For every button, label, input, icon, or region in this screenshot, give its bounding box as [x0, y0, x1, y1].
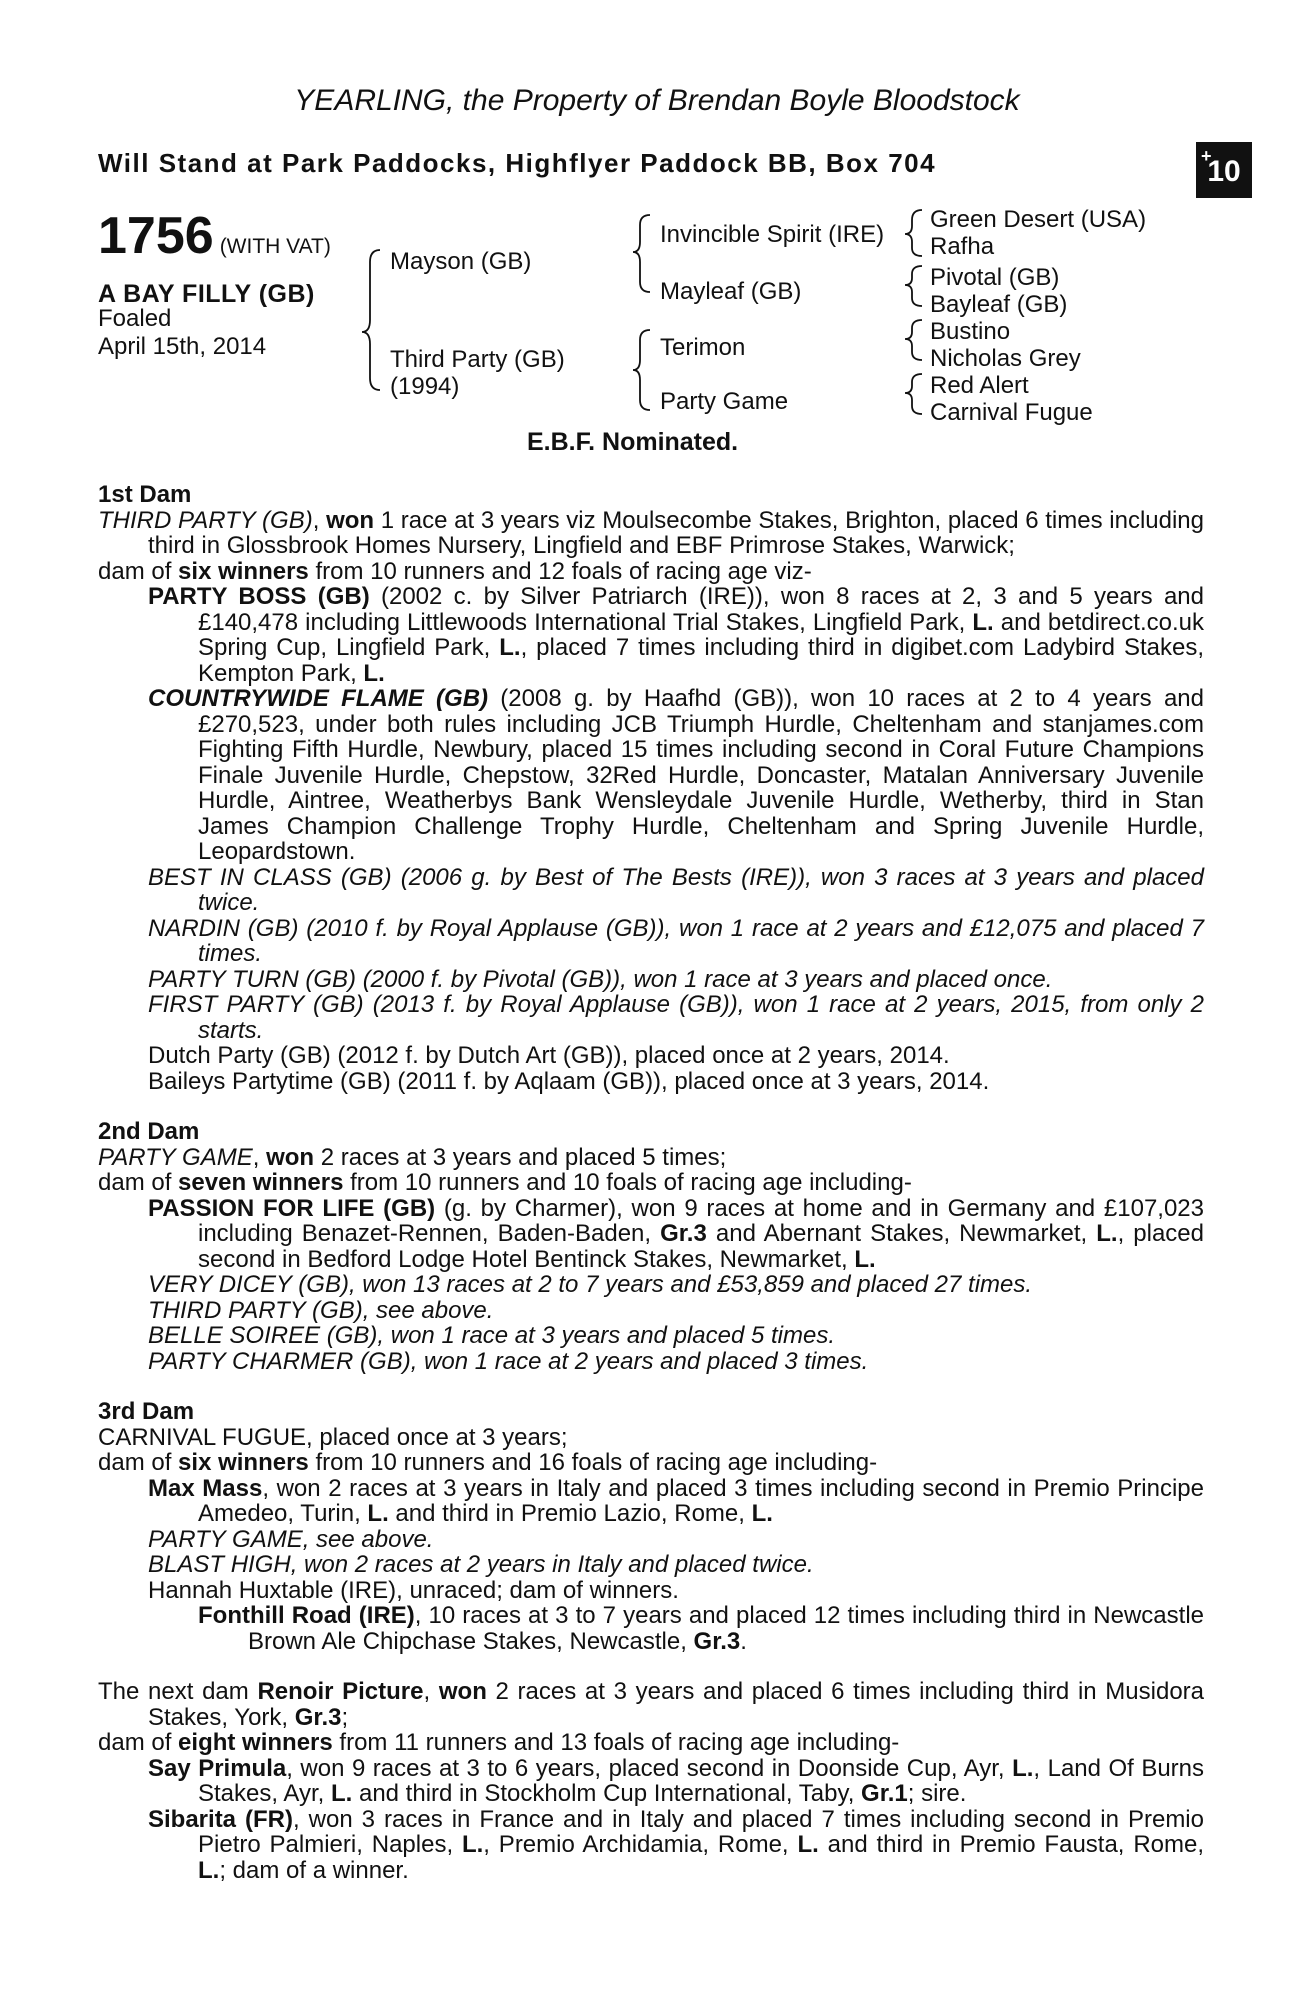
progeny-best-in-class: BEST IN CLASS (GB) (2006 g. by Best of The Bests (IRE)), won 3 races at 3 years and placed twice.: [148, 863, 1204, 916]
dam-dam: Party Game: [660, 388, 789, 415]
third-dam-produce: dam of six winners from 10 runners and 16 foals of racing age including-: [98, 1449, 878, 1476]
foaled-date: April 15th, 2014: [98, 333, 267, 360]
progeny-third-party: THIRD PARTY (GB), see above.: [148, 1296, 494, 1324]
sire-name: Mayson (GB): [390, 248, 532, 275]
sire-sire: Invincible Spirit (IRE): [660, 221, 885, 248]
dam-sire: Terimon: [660, 334, 746, 361]
lot-number-value: 1756: [98, 207, 214, 265]
vat-note: (WITH VAT): [219, 235, 331, 258]
progeny-dutch-party: Dutch Party (GB) (2012 f. by Dutch Art (GB)), placed once at 2 years, 2014.: [148, 1042, 950, 1069]
ggdam-4: Carnival Fugue: [930, 399, 1093, 426]
progeny-belle-soiree: BELLE SOIREE (GB), won 1 race at 3 years and placed 5 times.: [148, 1322, 835, 1349]
brace-sire: [633, 215, 650, 292]
catalogue-body: [98, 482, 1204, 1883]
progeny-party-turn: PARTY TURN (GB) (2000 f. by Pivotal (GB)), won 1 race at 3 years and placed once.: [148, 965, 1053, 993]
progeny-very-dicey: VERY DICEY (GB), won 13 races at 2 to 7 years and £53,859 and placed 27 times.: [148, 1271, 1033, 1298]
dam-year: (1994): [390, 373, 460, 400]
third-dam-heading: 3rd Dam: [98, 1398, 195, 1425]
third-dam-intro: CARNIVAL FUGUE, placed once at 3 years;: [98, 1423, 568, 1451]
foaled-label: Foaled: [98, 305, 172, 332]
progeny-hannah-huxtable: Hannah Huxtable (IRE), unraced; dam of winners.: [148, 1576, 679, 1604]
first-dam-heading: 1st Dam: [98, 481, 192, 508]
progeny-baileys-partytime: Baileys Partytime (GB) (2011 f. by Aqlaam (GB)), placed once at 3 years, 2014.: [148, 1067, 990, 1095]
second-dam-produce: dam of seven winners from 10 runners and 10 foals of racing age including-: [98, 1169, 912, 1196]
progeny-party-boss: PARTY BOSS (GB) (2002 c. by Silver Patriarch (IRE)), won 8 races at 2, 3 and 5 years and £140,478 including Littlewoods International Trial Stakes, Lingfield Park, L. and betdirect.co.uk Spring Cup, Lingfield Park, L., placed 7 times including third in digibet.com Ladybird Stakes, Kempton Park, L.: [148, 583, 1204, 687]
progeny-max-mass: Max Mass, won 2 races at 3 years in Italy and placed 3 times including second in Premio Principe Amedeo, Turin, L. and third in Premio Lazio, Rome, L.: [148, 1474, 1204, 1527]
second-dam-heading: 2nd Dam: [98, 1118, 200, 1145]
progeny-nardin: NARDIN (GB) (2010 f. by Royal Applause (GB)), won 1 race at 2 years and £12,075 and placed 7 times.: [148, 914, 1204, 967]
progeny-party-game: PARTY GAME, see above.: [148, 1525, 434, 1553]
brace-dam: [633, 330, 650, 410]
progeny-passion-for-life: PASSION FOR LIFE (GB) (g. by Charmer), won 9 races at home and in Germany and £107,023 including Benazet-Rennen, Baden-Baden, Gr.3 and Abernant Stakes, Newmarket, L., placed second in Bedford Lodge Hotel Bentinck Stakes, Newmarket, L.: [148, 1194, 1204, 1273]
badge-plus: +: [1201, 146, 1212, 166]
ggdam-3: Nicholas Grey: [930, 345, 1081, 372]
ebf-note: E.B.F. Nominated.: [527, 428, 739, 456]
ggsire-4: Red Alert: [930, 372, 1029, 399]
progeny-sibarita: Sibarita (FR), won 3 races in France and in Italy and placed 7 times including second in Premio Pietro Palmieri, Naples, L., Premio Archidamia, Rome, L. and third in Premio Fausta, Rome, L.; dam of a winner.: [148, 1805, 1205, 1884]
dam-name: Third Party (GB): [390, 346, 565, 373]
ggdam-2: Bayleaf (GB): [930, 291, 1068, 318]
brace-ds: [905, 320, 922, 360]
ggsire-3: Bustino: [930, 318, 1011, 345]
progeny-blast-high: BLAST HIGH, won 2 races at 2 years in Italy and placed twice.: [148, 1551, 814, 1578]
next-dam-produce: dam of eight winners from 11 runners and 13 foals of racing age including-: [98, 1729, 900, 1756]
catalogue-heading: YEARLING, the Property of Brendan Boyle Bloodstock: [294, 84, 1020, 117]
brace-gen1: [362, 250, 380, 390]
ggsire-1: Green Desert (USA): [930, 206, 1147, 233]
progeny-countrywide-flame: COUNTRYWIDE FLAME (GB) (2008 g. by Haafhd (GB)), won 10 races at 2 to 4 years and £270,523, under both rules including JCB Triumph Hurdle, Cheltenham and stanjames.com Fighting Fifth Hurdle, Newbury, placed 15 times including second in Coral Future Champions Finale Juvenile Hurdle, Chepstow, 32Red Hurdle, Doncaster, Matalan Anniversary Juvenile Hurdle, Aintree, Weatherbys Bank Wensleydale Juvenile Hurdle, Wetherby, third in Stan James Champion Challenge Trophy Hurdle, Cheltenham and Spring Juvenile Hurdle, Leopardstown.: [148, 685, 1204, 865]
progeny-fonthill-road: Fonthill Road (IRE), 10 races at 3 to 7 years and placed 12 times including third in Newcastle Brown Ale Chipchase Stakes, Newcastle, Gr.3.: [198, 1602, 1204, 1655]
sire-dam: Mayleaf (GB): [660, 278, 802, 305]
next-dam-intro: The next dam Renoir Picture, won 2 races at 3 years and placed 6 times including third in Musidora Stakes, York, Gr.3;: [98, 1678, 1205, 1731]
brace-ss: [905, 210, 922, 256]
horse-description: A BAY FILLY (GB): [98, 280, 315, 308]
brace-dd: [905, 374, 922, 414]
stabling-location: Will Stand at Park Paddocks, Highflyer Paddock BB, Box 704: [98, 148, 937, 178]
progeny-first-party: FIRST PARTY (GB) (2013 f. by Royal Applause (GB)), won 1 race at 2 years, 2015, from only 2 starts.: [148, 991, 1204, 1044]
first-dam-intro: THIRD PARTY (GB), won 1 race at 3 years viz Moulsecombe Stakes, Brighton, placed 6 times including third in Glossbrook Homes Nursery, Lingfield and EBF Primrose Stakes, Warwick;: [98, 506, 1205, 559]
ggsire-2: Pivotal (GB): [930, 264, 1060, 291]
first-dam-produce: dam of six winners from 10 runners and 12 foals of racing age viz-: [98, 557, 812, 585]
brace-sd: [905, 266, 922, 306]
second-dam-intro: PARTY GAME, won 2 races at 3 years and placed 5 times;: [98, 1143, 727, 1171]
progeny-say-primula: Say Primula, won 9 races at 3 to 6 years, placed second in Doonside Cup, Ayr, L., Land Of Burns Stakes, Ayr, L. and third in Stockholm Cup International, Taby, Gr.1; sire.: [148, 1754, 1205, 1807]
progeny-party-charmer: PARTY CHARMER (GB), won 1 race at 2 years and placed 3 times.: [148, 1347, 869, 1375]
badge-number: 10: [1207, 155, 1241, 188]
ggdam-1: Rafha: [930, 233, 995, 260]
